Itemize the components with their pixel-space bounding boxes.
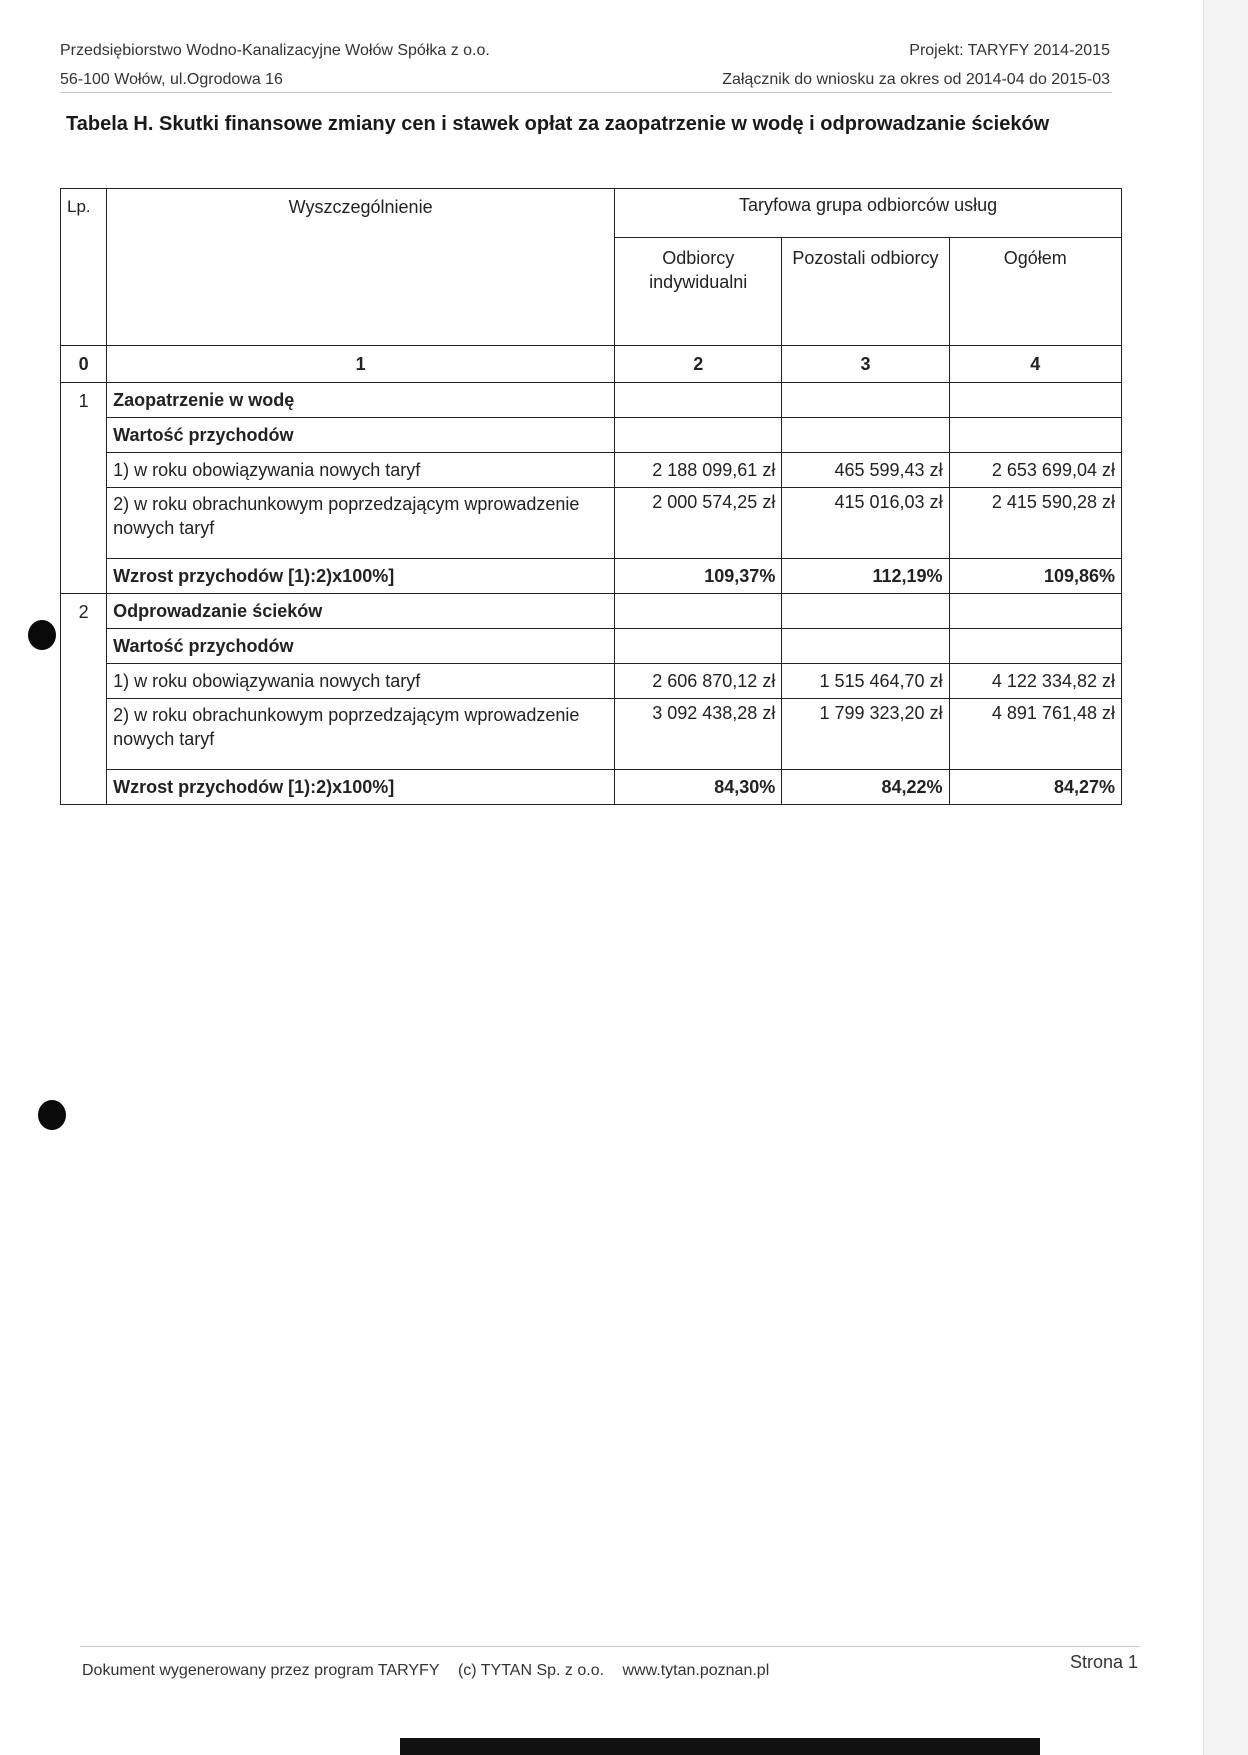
empty-cell xyxy=(615,629,782,664)
increase-row xyxy=(61,559,1122,594)
empty-cell xyxy=(949,629,1121,664)
increase-label: Wzrost przychodów [1):2)x100%] xyxy=(107,770,615,805)
column-number-row xyxy=(61,346,1122,383)
scan-bottom-shadow xyxy=(400,1738,1040,1755)
empty-cell xyxy=(615,383,782,418)
increase-individual: 109,37% xyxy=(615,559,782,594)
footer-generated: Dokument wygenerowany przez program TARYFY xyxy=(82,1662,440,1679)
empty-cell xyxy=(949,383,1121,418)
punch-hole-bottom xyxy=(38,1100,66,1130)
increase-total: 109,86% xyxy=(949,559,1121,594)
header-tariff-group: Taryfowa grupa odbiorców usług xyxy=(615,189,1122,238)
empty-cell xyxy=(949,594,1121,629)
table-row xyxy=(61,699,1122,770)
section-title: Zaopatrzenie w wodę xyxy=(107,383,615,418)
table-row xyxy=(61,453,1122,488)
header-lp: Lp. xyxy=(61,189,107,346)
section-row xyxy=(61,594,1122,629)
value-others: 415 016,03 zł xyxy=(782,488,949,559)
scan-page-edge xyxy=(1203,0,1248,1755)
subtitle-row xyxy=(61,629,1122,664)
value-total: 4 891 761,48 zł xyxy=(949,699,1121,770)
header-company-block xyxy=(60,36,490,94)
increase-row xyxy=(61,770,1122,805)
empty-cell xyxy=(782,383,949,418)
colnum-3: 3 xyxy=(782,346,949,383)
header-description: Wyszczególnienie xyxy=(107,189,615,346)
footer-url: www.tytan.poznan.pl xyxy=(622,1662,770,1679)
colnum-2: 2 xyxy=(615,346,782,383)
company-name: Przedsiębiorstwo Wodno-Kanalizacyjne Wołów Spółka z o.o. xyxy=(60,42,490,59)
project-name: Projekt: TARYFY 2014-2015 xyxy=(909,42,1110,59)
increase-total: 84,27% xyxy=(949,770,1121,805)
header-divider xyxy=(60,92,1112,93)
table-title: Tabela H. Skutki finansowe zmiany cen i stawek opłat za zaopatrzenie w wodę i odprowadzanie ścieków xyxy=(66,113,1050,135)
footer-copyright: (c) TYTAN Sp. z o.o. xyxy=(457,1662,605,1679)
footer-divider xyxy=(80,1646,1140,1647)
value-total: 4 122 334,82 zł xyxy=(949,664,1121,699)
value-others: 1 515 464,70 zł xyxy=(782,664,949,699)
value-total: 2 415 590,28 zł xyxy=(949,488,1121,559)
value-others: 1 799 323,20 zł xyxy=(782,699,949,770)
empty-cell xyxy=(949,418,1121,453)
attachment-period: Załącznik do wniosku za okres od 2014-04 do 2015-03 xyxy=(722,71,1110,88)
value-individual: 2 606 870,12 zł xyxy=(615,664,782,699)
value-others: 465 599,43 zł xyxy=(782,453,949,488)
empty-cell xyxy=(782,418,949,453)
increase-others: 84,22% xyxy=(782,770,949,805)
section-lp: 2 xyxy=(61,594,107,805)
header-others: Pozostali odbiorcy xyxy=(782,237,949,345)
table-header-row xyxy=(61,189,1122,238)
colnum-4: 4 xyxy=(949,346,1121,383)
value-total: 2 653 699,04 zł xyxy=(949,453,1121,488)
subtitle: Wartość przychodów xyxy=(107,629,615,664)
header-total: Ogółem xyxy=(949,237,1121,345)
increase-others: 112,19% xyxy=(782,559,949,594)
value-individual: 2 188 099,61 zł xyxy=(615,453,782,488)
row-label: 1) w roku obowiązywania nowych taryf xyxy=(107,453,615,488)
empty-cell xyxy=(615,418,782,453)
section-title: Odprowadzanie ścieków xyxy=(107,594,615,629)
table-row xyxy=(61,664,1122,699)
value-individual: 3 092 438,28 zł xyxy=(615,699,782,770)
value-individual: 2 000 574,25 zł xyxy=(615,488,782,559)
increase-individual: 84,30% xyxy=(615,770,782,805)
header-project-block xyxy=(722,36,1110,94)
row-label: 2) w roku obrachunkowym poprzedzającym wprowadzenie nowych taryf xyxy=(107,488,615,559)
section-lp: 1 xyxy=(61,383,107,594)
colnum-0: 0 xyxy=(61,346,107,383)
row-label: 2) w roku obrachunkowym poprzedzającym wprowadzenie nowych taryf xyxy=(107,699,615,770)
table-row xyxy=(61,488,1122,559)
punch-hole-top xyxy=(28,620,56,650)
financial-effects-table xyxy=(60,188,1122,805)
company-address: 56-100 Wołów, ul.Ogrodowa 16 xyxy=(60,71,283,88)
header-individual: Odbiorcy indywidualni xyxy=(615,237,782,345)
subtitle: Wartość przychodów xyxy=(107,418,615,453)
empty-cell xyxy=(615,594,782,629)
row-label: 1) w roku obowiązywania nowych taryf xyxy=(107,664,615,699)
page-number: Strona 1 xyxy=(1069,1652,1138,1672)
empty-cell xyxy=(782,594,949,629)
empty-cell xyxy=(782,629,949,664)
section-row xyxy=(61,383,1122,418)
colnum-1: 1 xyxy=(107,346,615,383)
subtitle-row xyxy=(61,418,1122,453)
increase-label: Wzrost przychodów [1):2)x100%] xyxy=(107,559,615,594)
footer-info xyxy=(82,1662,783,1680)
